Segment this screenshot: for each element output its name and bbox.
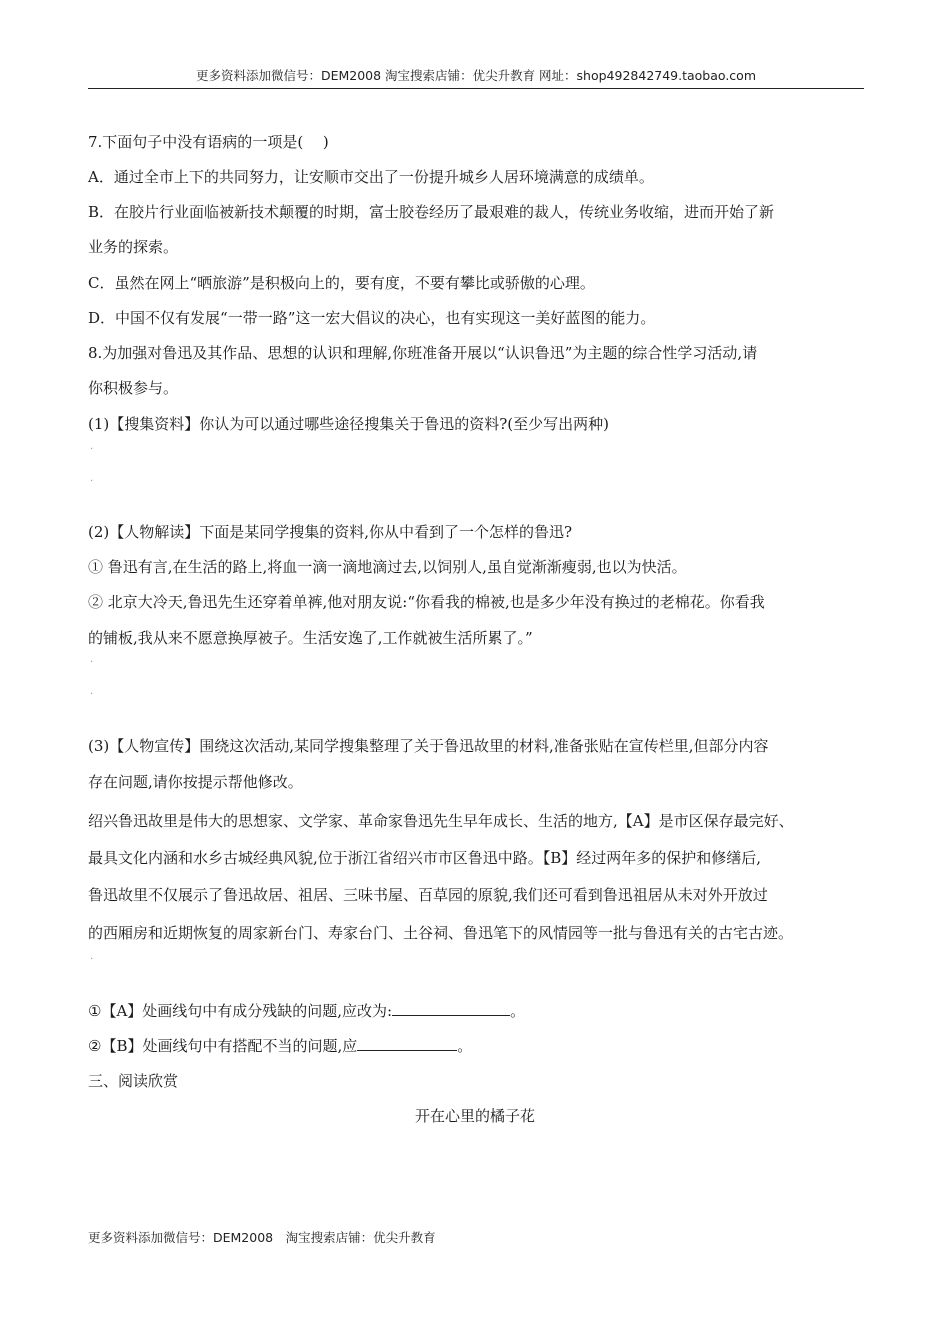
fill-a-blank[interactable] xyxy=(392,1000,510,1016)
q8-part1: (1)【搜集资料】你认为可以通过哪些途径搜集关于鲁迅的资料?(至少写出两种) xyxy=(88,415,609,433)
paragraph-mark: · xyxy=(90,954,94,965)
q7-option-b-line2: 业务的探索。 xyxy=(88,238,179,256)
page-footer: 更多资料添加微信号：DEM2008 淘宝搜索店铺：优尖升教育 xyxy=(88,1230,436,1245)
q8-part2-item2-line1: ② 北京大冷天,鲁迅先生还穿着单裤,他对朋友说:“你看我的棉被,也是多少年没有换过的老棉花。你看我 xyxy=(88,593,765,611)
reading-title: 开在心里的橘子花 xyxy=(414,1107,535,1125)
page-header: 更多资料添加微信号：DEM2008 淘宝搜索店铺：优尖升教育 网址：shop492842749.taobao.com xyxy=(88,68,864,89)
paragraph-mark: · xyxy=(90,476,94,487)
fill-b-blank[interactable] xyxy=(357,1035,457,1051)
q7-option-c: C．虽然在网上“晒旅游”是积极向上的，要有度，不要有攀比或骄傲的心理。 xyxy=(88,274,595,292)
fill-a-row xyxy=(88,1000,525,1021)
fill-b-row xyxy=(88,1035,472,1056)
paragraph-mark: · xyxy=(90,657,94,668)
q7-option-a: A．通过全市上下的共同努力，让安顺市交出了一份提升城乡人居环境满意的成绩单。 xyxy=(88,168,654,186)
q8-part3-line1: (3)【人物宣传】围绕这次活动,某同学搜集整理了关于鲁迅故里的材料,准备张贴在宣传栏里,但部分内容 xyxy=(88,737,769,755)
fill-a-end: 。 xyxy=(510,1002,526,1020)
paragraph-mark: · xyxy=(90,689,94,700)
q8-part2: (2)【人物解读】下面是某同学搜集的资料,你从中看到了一个怎样的鲁迅? xyxy=(88,523,573,541)
q8-part2-item2-line2: 的铺板,我从来不愿意换厚被子。生活安逸了,工作就被生活所累了。” xyxy=(88,629,533,647)
q8-stem-line2: 你积极参与。 xyxy=(88,379,179,397)
q7-stem: 7.下面句子中没有语病的一项是( ) xyxy=(88,133,329,151)
fill-a-prompt: ①【A】处画线句中有成分残缺的问题,应改为: xyxy=(88,1002,393,1020)
q8-stem-line1: 8.为加强对鲁迅及其作品、思想的认识和理解,你班准备开展以“认识鲁迅”为主题的综合性学习活动,请 xyxy=(88,344,758,362)
material-line2: 最具文化内涵和水乡古城经典风貌,位于浙江省绍兴市市区鲁迅中路。【B】经过两年多的保护和修缮后, xyxy=(88,849,762,867)
fill-b-prompt: ②【B】处画线句中有搭配不当的问题,应 xyxy=(88,1037,358,1055)
fill-b-end: 。 xyxy=(457,1037,473,1055)
q7-option-b-line1: B．在胶片行业面临被新技术颠覆的时期，富士胶卷经历了最艰难的裁人，传统业务收缩，进而开始了新 xyxy=(88,203,775,221)
q8-part3-line2: 存在问题,请你按提示帮他修改。 xyxy=(88,773,303,791)
material-line1: 绍兴鲁迅故里是伟大的思想家、文学家、革命家鲁迅先生早年成长、生活的地方,【A】是市区保存最完好、 xyxy=(88,812,794,830)
material-line3: 鲁迅故里不仅展示了鲁迅故居、祖居、三味书屋、百草园的原貌,我们还可看到鲁迅祖居从未对外开放过 xyxy=(88,886,768,904)
material-line4: 的西厢房和近期恢复的周家新台门、寿家台门、土谷祠、鲁迅笔下的风情园等一批与鲁迅有关的古宅古迹。 xyxy=(88,924,794,942)
q7-option-d: D．中国不仅有发展“一带一路”这一宏大倡议的决心，也有实现这一美好蓝图的能力。 xyxy=(88,309,656,327)
q8-part2-item1: ① 鲁迅有言,在生活的路上,将血一滴一滴地滴过去,以饲别人,虽自觉渐渐瘦弱,也以为快活。 xyxy=(88,558,687,576)
paragraph-mark: · xyxy=(90,444,94,455)
section-heading: 三、阅读欣赏 xyxy=(88,1072,179,1090)
